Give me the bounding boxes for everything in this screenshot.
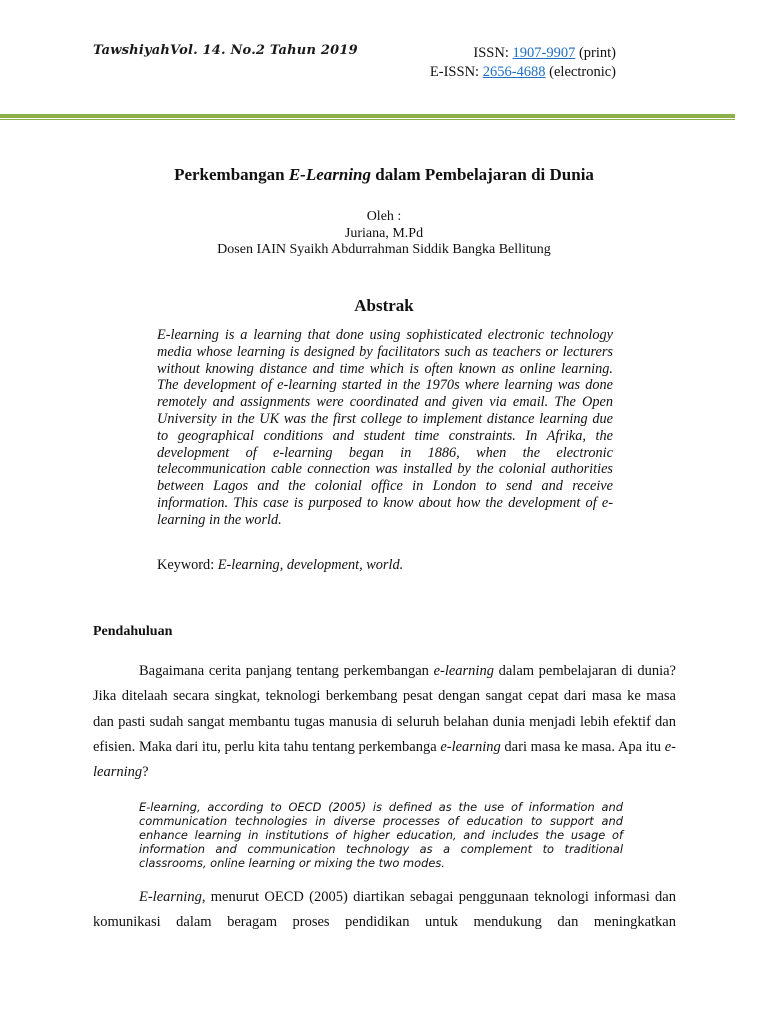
journal-title: TawshiyahVol. 14. No.2 Tahun 2019 bbox=[93, 43, 358, 58]
author-affiliation: Dosen IAIN Syaikh Abdurrahman Siddik Bangka Bellitung bbox=[217, 242, 551, 257]
byline-oleh: Oleh : bbox=[366, 209, 402, 224]
section-heading: Pendahuluan bbox=[93, 624, 173, 639]
intro-italic-1: e-learning bbox=[433, 663, 494, 679]
para2-text: , menurut OECD (2005) diartikan sebagai penggunaan teknologi informasi dan komunikasi dalam beragam proses pendidikan untuk mendukung dan meningkatkan bbox=[93, 889, 676, 931]
header-rule-thick bbox=[0, 114, 735, 118]
intro-text-4: ? bbox=[142, 764, 149, 781]
issn-print-suffix: (print) bbox=[575, 45, 616, 61]
intro-text-1: Bagaimana cerita panjang tentang perkembangan bbox=[139, 663, 434, 679]
paper-title bbox=[0, 165, 768, 185]
issn-label: ISSN: bbox=[473, 45, 513, 61]
issn-print-link[interactable]: 1907-9907 bbox=[512, 45, 576, 61]
issn-print-line bbox=[430, 44, 616, 63]
abstract-heading: Abstrak bbox=[354, 296, 414, 315]
issn-electronic-link[interactable]: 2656-4688 bbox=[482, 64, 546, 80]
header-rule-thin bbox=[0, 119, 735, 120]
intro-italic-3: e-learning bbox=[93, 738, 676, 781]
intro-italic-2: e-learning bbox=[440, 738, 501, 755]
byline bbox=[0, 209, 768, 259]
eissn-suffix: (electronic) bbox=[545, 64, 616, 80]
second-paragraph bbox=[93, 885, 676, 936]
intro-paragraph bbox=[93, 659, 676, 785]
intro-text-2: dalam pembelajaran di dunia? Jika ditelaah secara singkat, teknologi berkembang pesat dengan sangat cepat dari masa ke masa dan pasti sudah sangat membantu tugas manusia di seluruh belahan dunia menjadi lebih efektif dan efisien. Maka dari itu, perlu kita tahu tentang perkembanga bbox=[93, 663, 676, 755]
oecd-blockquote: E-learning, according to OECD (2005) is defined as the use of information and communication technologies in diverse processes of education to support and enhance learning in institutions of higher education, and includes the usage of information and communication technology as a complement to traditional classrooms, online learning or mixing the two modes. bbox=[139, 800, 623, 870]
para2-italic: E-learning bbox=[139, 889, 202, 905]
keywords bbox=[157, 557, 613, 574]
intro-text-3: dari masa ke masa. Apa itu bbox=[500, 738, 665, 755]
title-part-2: dalam Pembelajaran di Dunia bbox=[371, 165, 594, 184]
title-italic: E-Learning bbox=[288, 165, 372, 184]
issn-electronic-line bbox=[430, 63, 616, 82]
eissn-label: E-ISSN: bbox=[429, 64, 483, 80]
keywords-values: E-learning, development, world. bbox=[217, 557, 404, 573]
keywords-label: Keyword: bbox=[157, 557, 218, 573]
author-name: Juriana, M.Pd bbox=[344, 225, 424, 241]
title-part-1: Perkembangan bbox=[174, 165, 289, 184]
abstract-body: E-learning is a learning that done using sophisticated electronic technology media whose learning is designed by facilitators such as teachers or lecturers without knowing distance and time which is often known as online learning. The development of e-learning started in the 1970s where learning was done remotely and assignments were coordinated and given via email. The Open University in the UK was the first college to implement distance learning due to geographical conditions and student time constraints. In Afrika, the development of e-learning began in 1886, when the electronic telecommunication cable connection was installed by the colonial authorities between Lagos and the colonial office in London to send and receive information. This case is purposed to know about how the development of e-learning in the world. bbox=[157, 327, 613, 528]
issn-block bbox=[430, 44, 616, 82]
